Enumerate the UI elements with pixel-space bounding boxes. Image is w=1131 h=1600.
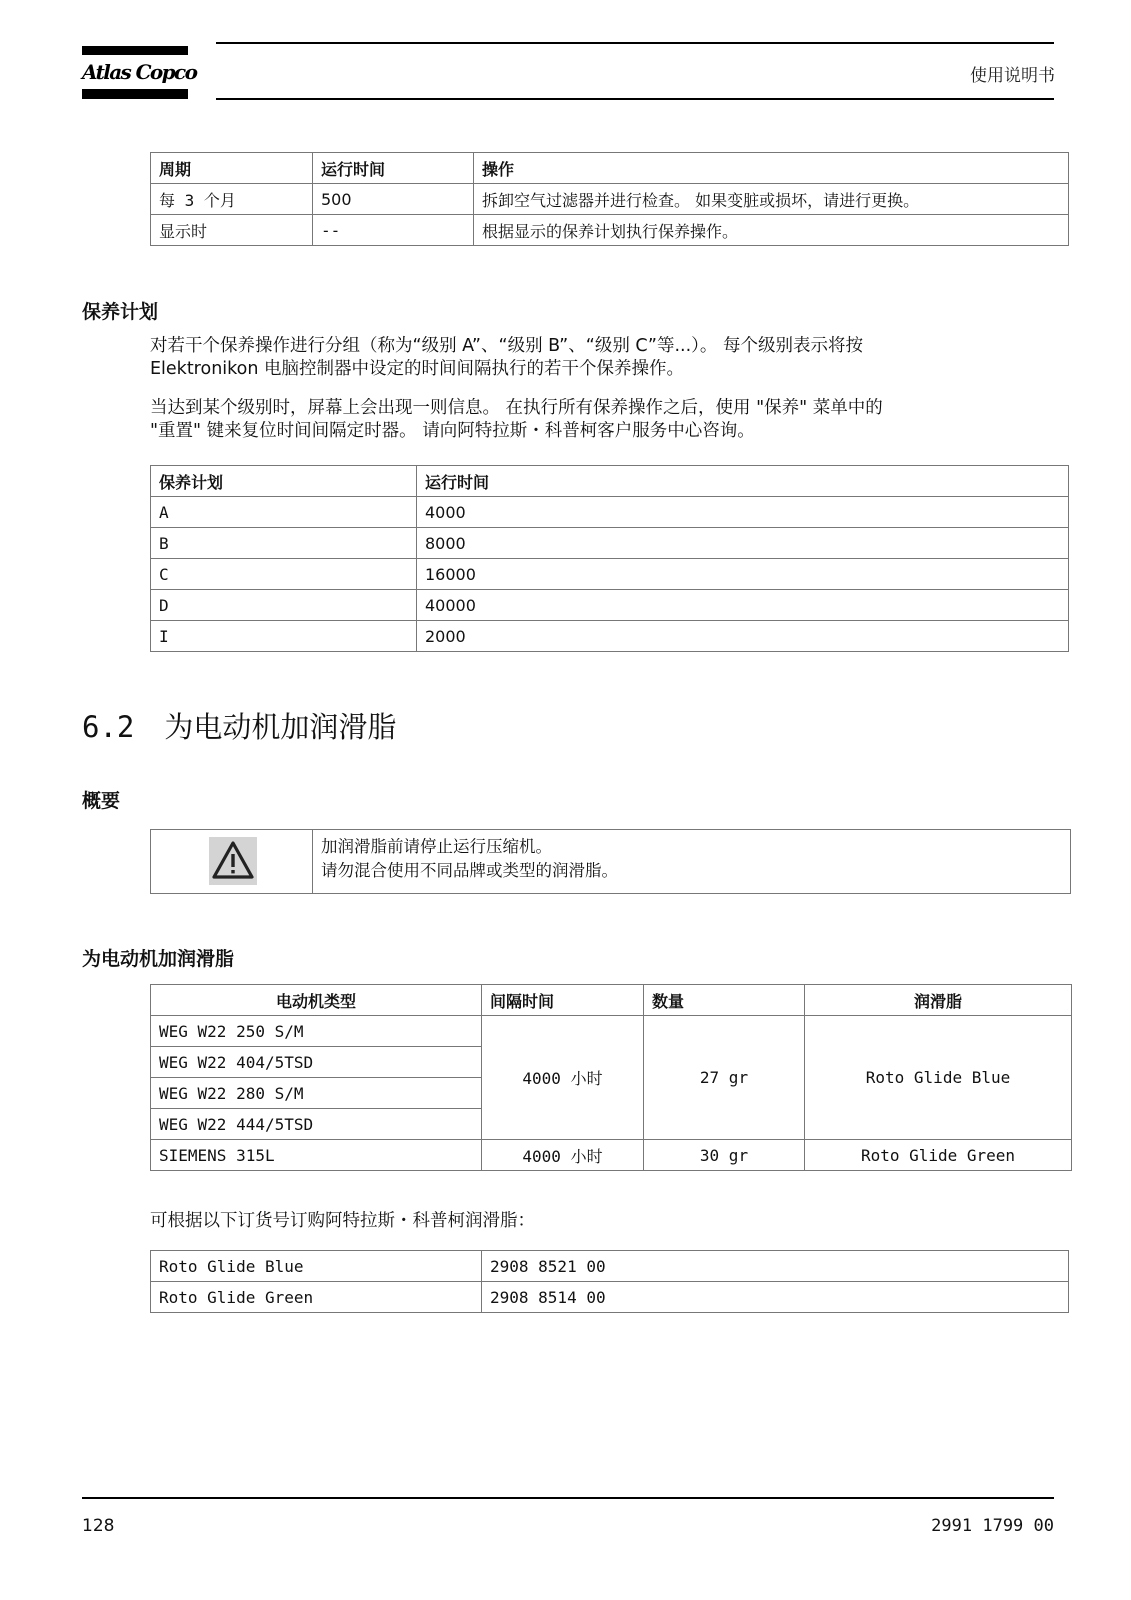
paragraph-line: 对若干个保养操作进行分组（称为“级别 A”、“级别 B”、“级别 C”等...）。 每个级别表示将按	[150, 336, 863, 356]
footer-rule	[82, 1497, 1054, 1499]
table-cell: B	[151, 528, 417, 559]
atlas-copco-logo	[82, 46, 197, 100]
table-cell: D	[151, 590, 417, 621]
table-header-row	[151, 985, 1072, 1016]
paragraph-line: 可根据以下订货号订购阿特拉斯・科普柯润滑脂：	[150, 1211, 535, 1231]
table-row	[151, 590, 1069, 621]
page-number: 128	[82, 1516, 115, 1536]
greasing-table	[150, 984, 1072, 1171]
logo-top-bar	[82, 46, 188, 55]
quantity-cell: 27 gr	[644, 1016, 805, 1140]
document-number: 2991 1799 00	[931, 1516, 1054, 1536]
part-number-cell: 2908 8521 00	[482, 1251, 1069, 1282]
table-row	[151, 1282, 1069, 1313]
table-cell: 40000	[417, 590, 1069, 621]
section-title: 为电动机加润滑脂	[164, 710, 397, 744]
header-top-rule	[216, 42, 1054, 44]
service-plans-paragraph-2	[150, 397, 1050, 443]
service-plans-paragraph-1	[150, 335, 1050, 381]
grease-cell: Roto Glide Green	[805, 1140, 1072, 1171]
table-cell: 500	[313, 184, 474, 215]
interval-cell: 4000 小时	[482, 1140, 644, 1171]
column-header: 保养计划	[151, 466, 417, 497]
table-row	[151, 184, 1069, 215]
column-header: 润滑脂	[805, 985, 1072, 1016]
table-row	[151, 215, 1069, 246]
paragraph-line: "重置" 键来复位时间间隔定时器。 请向阿特拉斯・科普柯客户服务中心咨询。	[150, 421, 755, 441]
table-cell: 4000	[417, 497, 1069, 528]
table-row	[151, 497, 1069, 528]
paragraph-line: 当达到某个级别时，屏幕上会出现一则信息。 在执行所有保养操作之后，使用 "保养" 菜单中的	[150, 398, 883, 418]
warning-line: 请勿混合使用不同品牌或类型的润滑脂。	[321, 861, 618, 880]
column-header: 运行时间	[313, 153, 474, 184]
motor-type-cell: WEG W22 250 S/M	[151, 1016, 482, 1047]
table-cell: A	[151, 497, 417, 528]
header-bottom-rule	[216, 98, 1054, 100]
logo-text: Atlas Copco	[82, 60, 197, 84]
motor-type-cell: WEG W22 404/5TSD	[151, 1047, 482, 1078]
table-row	[151, 528, 1069, 559]
ordering-table	[150, 1250, 1069, 1313]
table-cell: --	[313, 215, 474, 246]
motor-type-cell: WEG W22 280 S/M	[151, 1078, 482, 1109]
column-header: 电动机类型	[151, 985, 482, 1016]
table-cell: C	[151, 559, 417, 590]
column-header: 运行时间	[417, 466, 1069, 497]
table-cell: 2000	[417, 621, 1069, 652]
warning-icon-cell	[151, 830, 313, 893]
paragraph-line: Elektronikon 电脑控制器中设定的时间间隔执行的若干个保养操作。	[150, 359, 685, 379]
doc-type-title: 使用说明书	[970, 66, 1055, 86]
table-row	[151, 621, 1069, 652]
warning-text	[321, 835, 618, 883]
grease-cell: Roto Glide Blue	[805, 1016, 1072, 1140]
motor-type-cell: WEG W22 444/5TSD	[151, 1109, 482, 1140]
table-cell: 根据显示的保养计划执行保养操作。	[474, 215, 1069, 246]
quantity-cell: 30 gr	[644, 1140, 805, 1171]
column-header: 数量	[644, 985, 805, 1016]
table-row	[151, 1016, 1072, 1047]
table-header-row	[151, 466, 1069, 497]
section-number: 6.2	[82, 710, 135, 744]
table-cell: 每 3 个月	[151, 184, 313, 215]
ordering-intro	[150, 1210, 1050, 1233]
table-header-row	[151, 153, 1069, 184]
table-row	[151, 559, 1069, 590]
greasing-heading: 为电动机加润滑脂	[82, 948, 235, 970]
warning-box	[150, 829, 1071, 894]
column-header: 操作	[474, 153, 1069, 184]
table-cell: 8000	[417, 528, 1069, 559]
grease-name-cell: Roto Glide Blue	[151, 1251, 482, 1282]
section-heading	[82, 705, 396, 746]
table-row	[151, 1140, 1072, 1171]
table-cell: 显示时	[151, 215, 313, 246]
overview-heading: 概要	[82, 790, 121, 812]
grease-name-cell: Roto Glide Green	[151, 1282, 482, 1313]
warning-line: 加润滑脂前请停止运行压缩机。	[321, 837, 552, 856]
interval-table	[150, 152, 1069, 246]
warning-triangle-icon	[209, 837, 257, 885]
service-plans-table	[150, 465, 1069, 652]
column-header: 间隔时间	[482, 985, 644, 1016]
service-plans-heading: 保养计划	[82, 301, 159, 323]
part-number-cell: 2908 8514 00	[482, 1282, 1069, 1313]
table-cell: 拆卸空气过滤器并进行检查。 如果变脏或损坏，请进行更换。	[474, 184, 1069, 215]
interval-cell: 4000 小时	[482, 1016, 644, 1140]
logo-bottom-bar	[82, 89, 188, 99]
table-cell: 16000	[417, 559, 1069, 590]
table-cell: I	[151, 621, 417, 652]
table-row	[151, 1251, 1069, 1282]
motor-type-cell: SIEMENS 315L	[151, 1140, 482, 1171]
column-header: 周期	[151, 153, 313, 184]
